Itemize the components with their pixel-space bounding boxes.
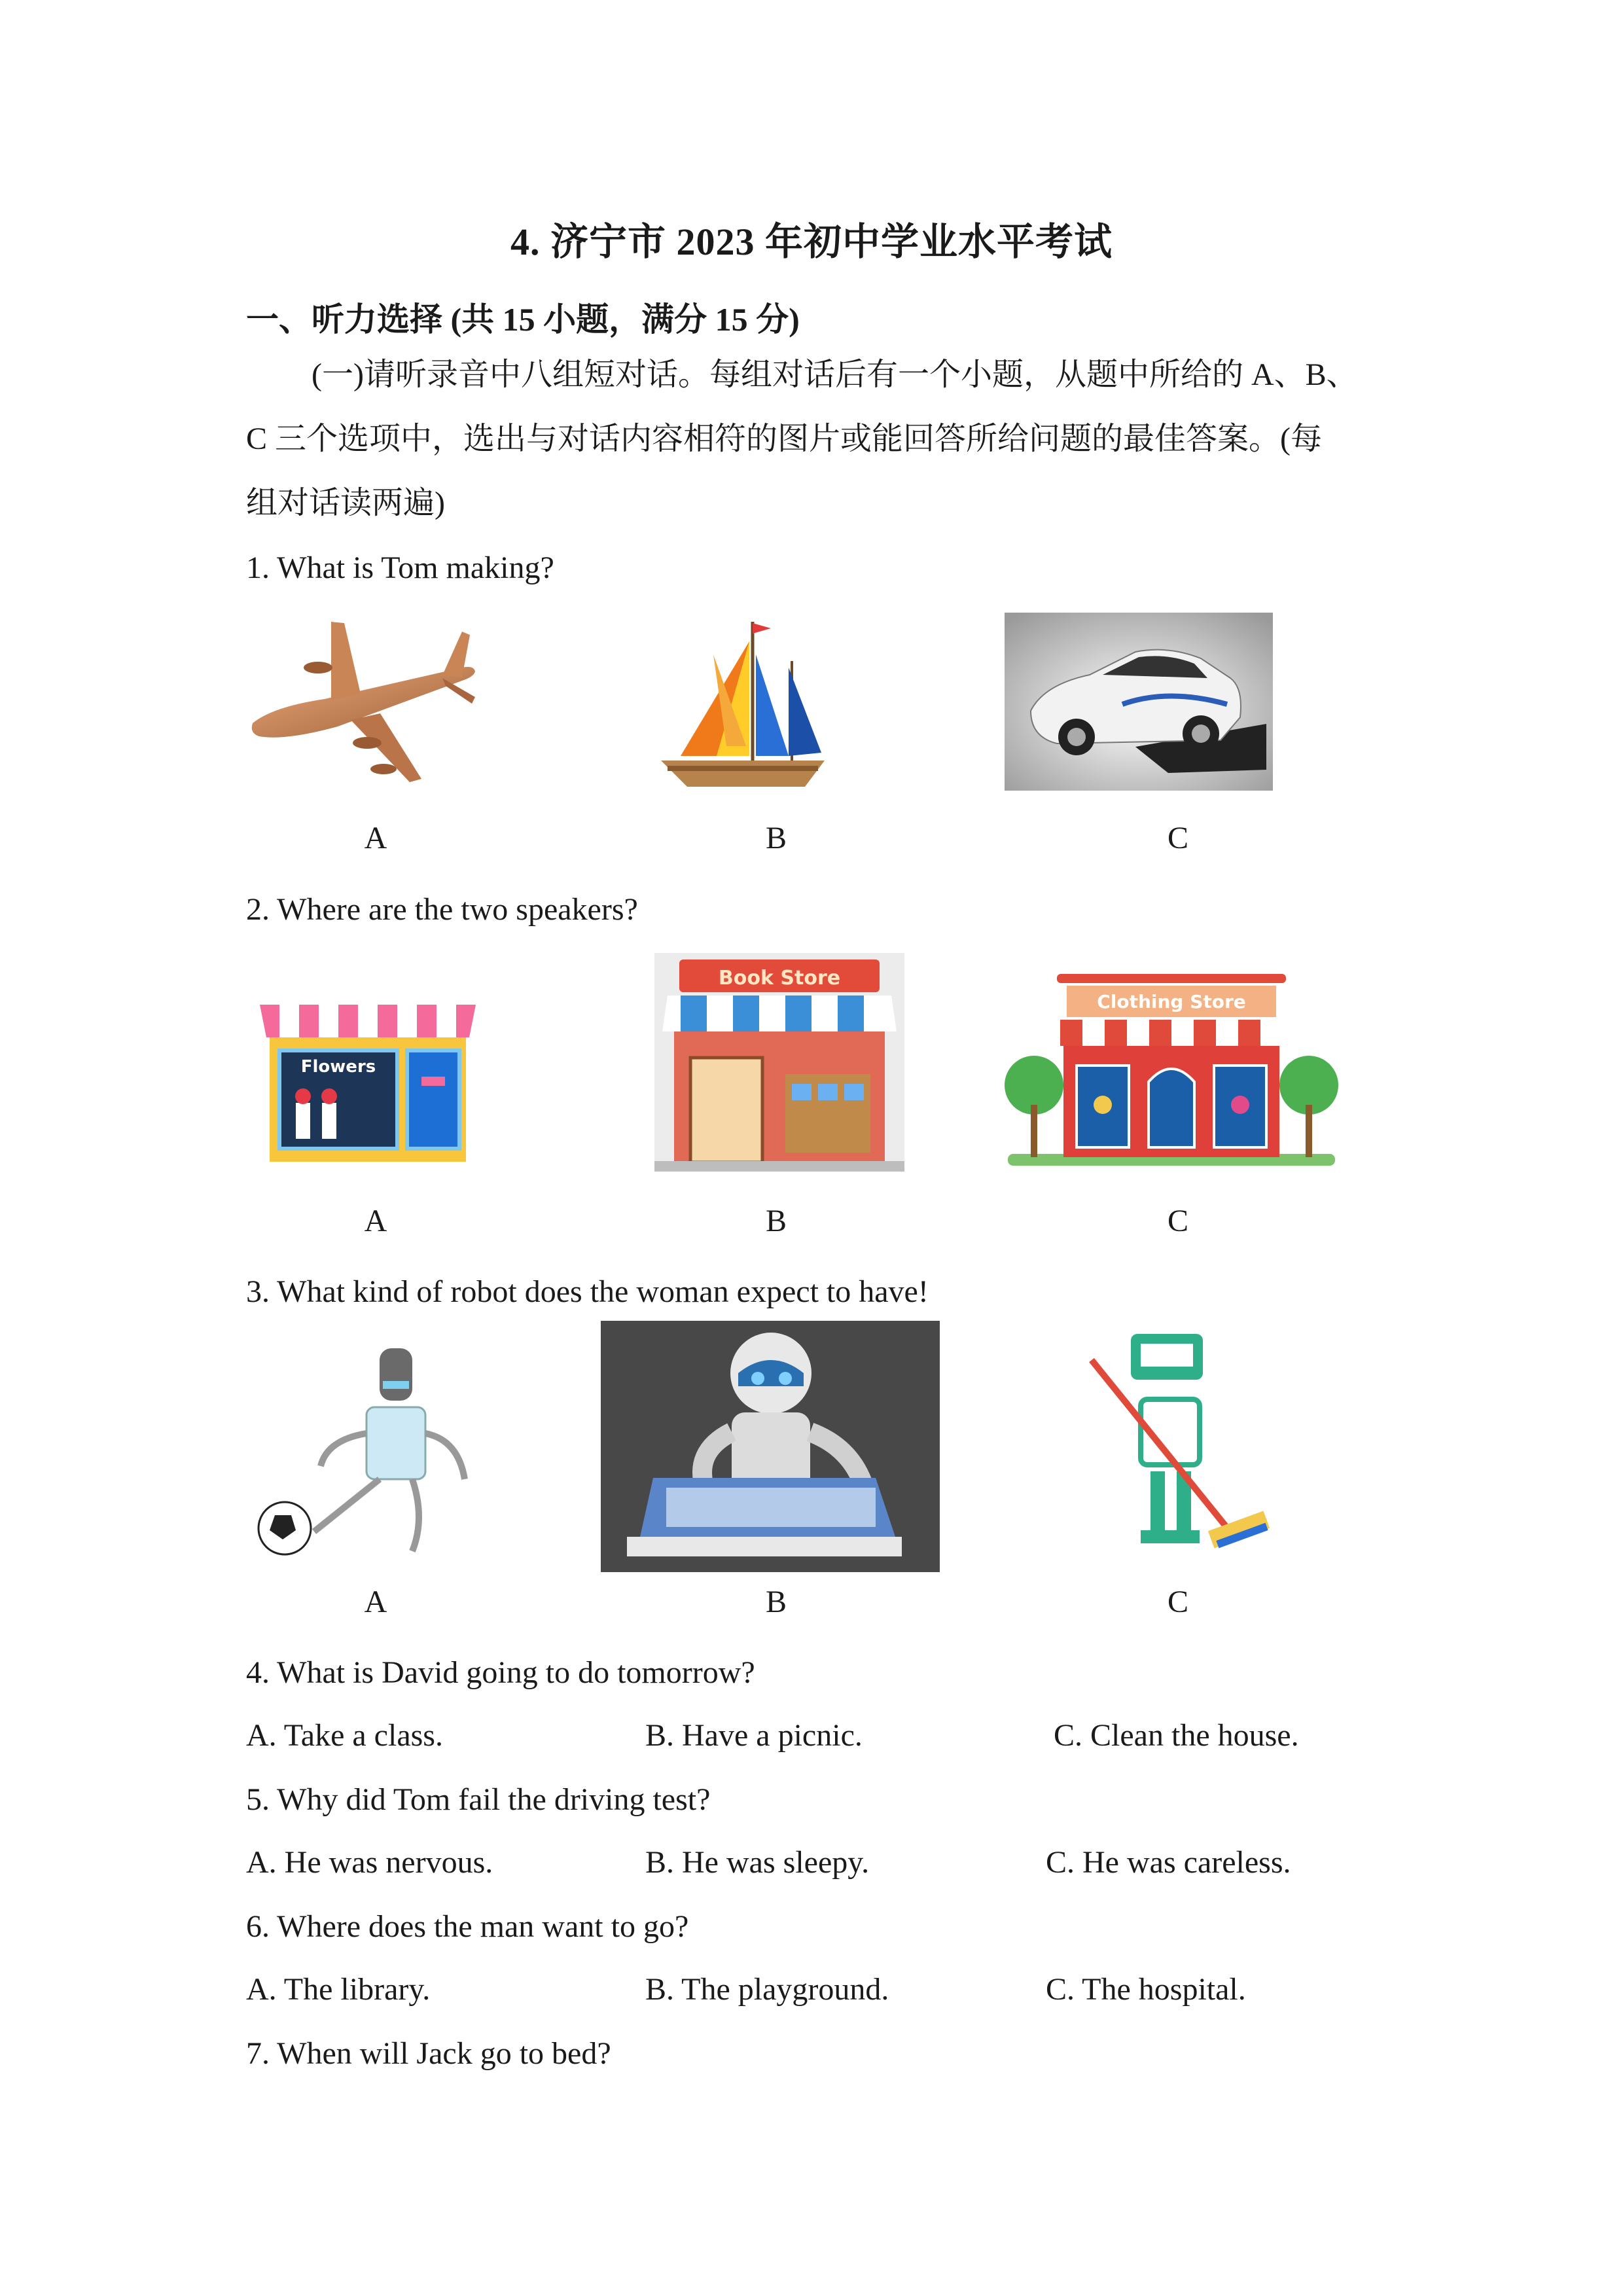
- question-4: 4. What is David going to do tomorrow?: [246, 1655, 755, 1690]
- question-1: 1. What is Tom making?: [246, 550, 554, 585]
- book-store-icon[interactable]: [654, 953, 904, 1172]
- option-label-b: B: [765, 1585, 787, 1619]
- clothing-store-sign: Clothing Store: [1097, 991, 1246, 1013]
- instructions-line-2: C 三个选项中，选出与对话内容相符的图片或能回答所给问题的最佳答案。(每: [246, 422, 1323, 456]
- option-b[interactable]: B. Have a picnic.: [645, 1718, 863, 1753]
- question-3: 3. What kind of robot does the woman expect to have!: [246, 1274, 929, 1309]
- option-b[interactable]: B. He was sleepy.: [645, 1845, 870, 1880]
- question-5: 5. Why did Tom fail the driving test?: [246, 1782, 711, 1817]
- option-a[interactable]: A. Take a class.: [246, 1718, 443, 1753]
- question-6: 6. Where does the man want to go?: [246, 1909, 689, 1944]
- page-title: 4. 济宁市 2023 年初中学业水平考试: [510, 221, 1113, 263]
- writing-robot-icon[interactable]: [601, 1321, 940, 1572]
- option-a[interactable]: A. The library.: [246, 1972, 431, 2007]
- option-label-b: B: [765, 821, 787, 855]
- sports-car-icon[interactable]: [1005, 613, 1273, 791]
- option-label-a: A: [364, 1204, 387, 1238]
- option-c[interactable]: C. He was careless.: [1046, 1845, 1291, 1880]
- option-c[interactable]: C. The hospital.: [1046, 1972, 1246, 2007]
- cleaning-robot-icon[interactable]: [1065, 1321, 1275, 1556]
- soccer-robot-icon[interactable]: [249, 1335, 491, 1564]
- instructions-line-3: 组对话读两遍): [246, 486, 445, 520]
- instructions: [246, 343, 1385, 535]
- clothing-store-icon[interactable]: [1001, 974, 1342, 1172]
- flower-shop-sign: Flowers: [300, 1057, 376, 1077]
- section-heading: 一、听力选择 (共 15 小题，满分 15 分): [246, 301, 800, 338]
- option-b[interactable]: B. The playground.: [645, 1972, 889, 2007]
- book-store-sign: Book Store: [718, 967, 841, 990]
- option-label-a: A: [364, 821, 387, 855]
- option-label-b: B: [765, 1204, 787, 1238]
- option-a[interactable]: A. He was nervous.: [246, 1845, 493, 1880]
- option-label-c: C: [1167, 1204, 1188, 1238]
- option-c[interactable]: C. Clean the house.: [1054, 1718, 1299, 1753]
- question-7: 7. When will Jack go to bed?: [246, 2036, 611, 2071]
- instructions-line-1: (一)请听录音中八组短对话。每组对话后有一个小题，从题中所给的 A、B、: [312, 357, 1358, 392]
- airplane-model-icon[interactable]: [246, 615, 488, 792]
- option-label-a: A: [364, 1585, 387, 1619]
- option-label-c: C: [1167, 1585, 1188, 1619]
- option-label-c: C: [1167, 821, 1188, 855]
- sailboat-icon[interactable]: [654, 615, 831, 798]
- flower-shop-icon[interactable]: [250, 978, 486, 1168]
- question-2: 2. Where are the two speakers?: [246, 892, 638, 927]
